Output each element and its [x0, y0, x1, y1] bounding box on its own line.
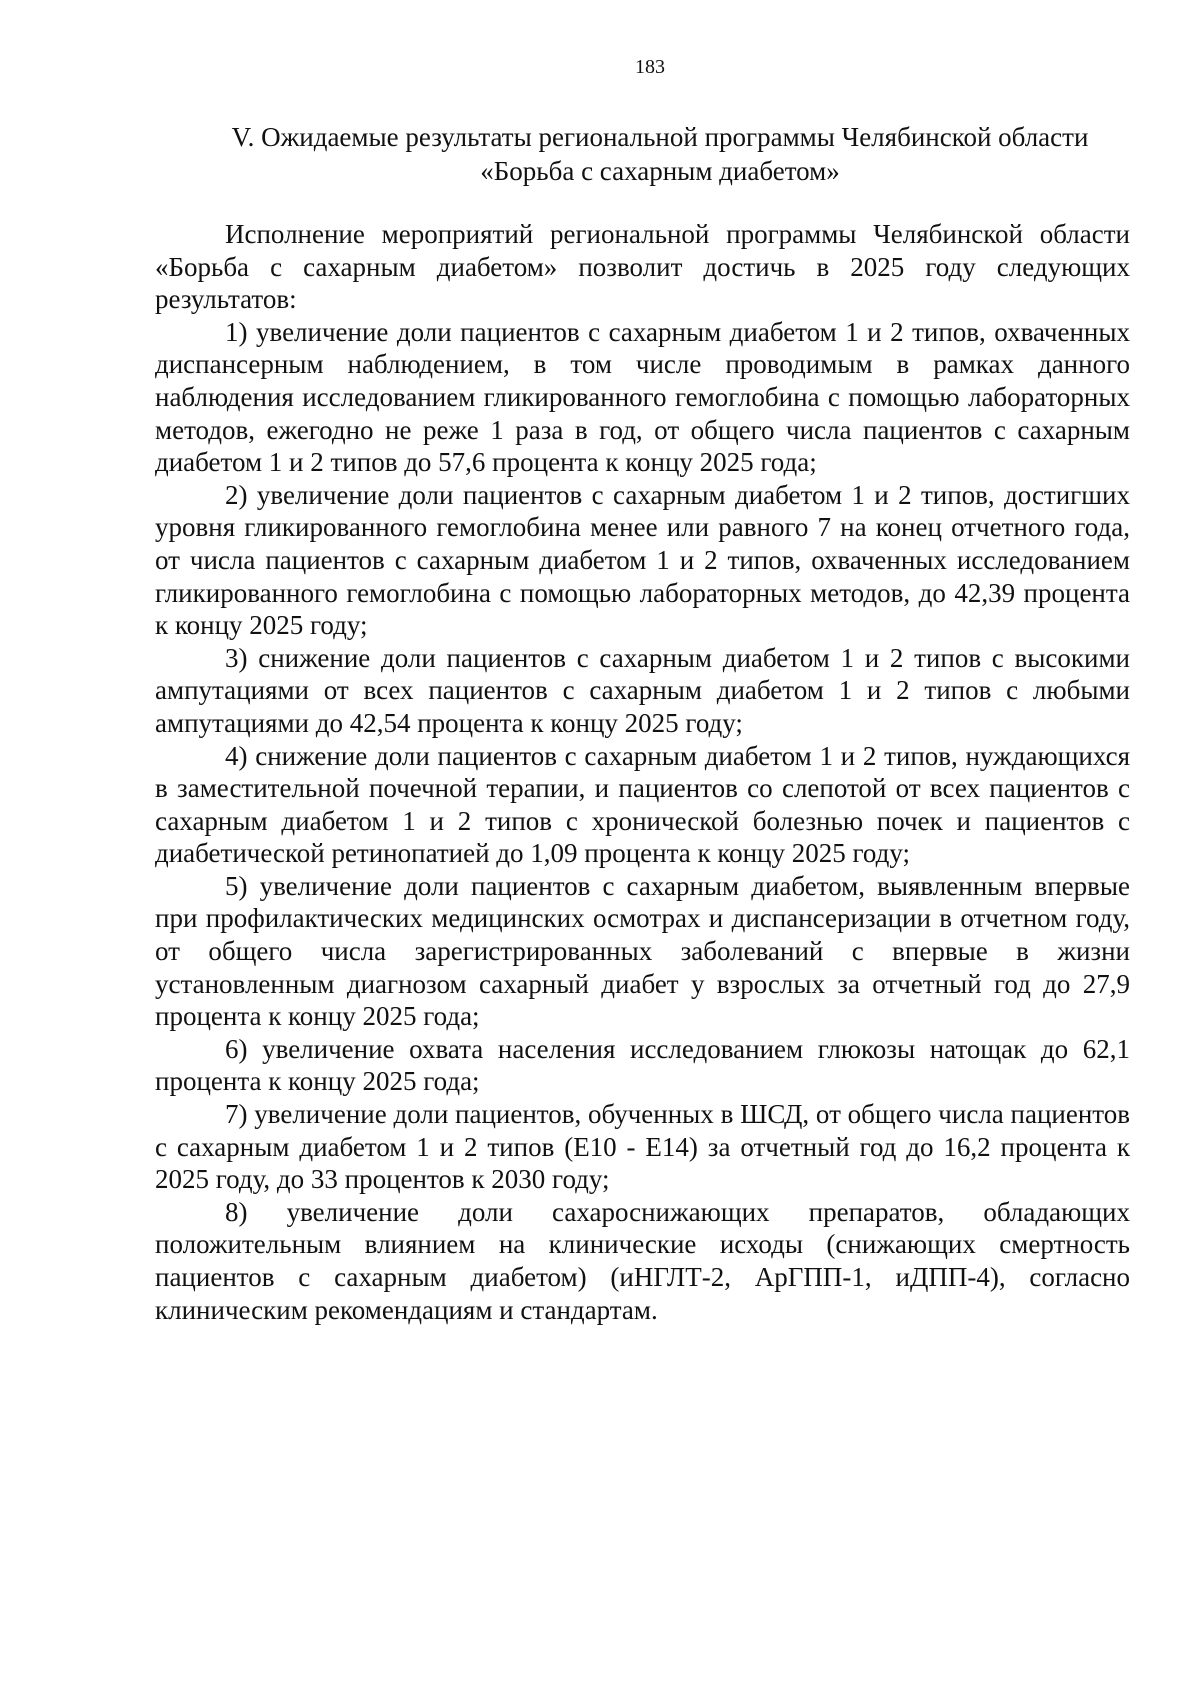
- result-item-3: 3) снижение доли пациентов с сахарным диабетом 1 и 2 типов с высокими ампутациями от всех пациентов с сахарным диабетом 1 и 2 типов с любыми ампутациями до 42,54 процента к концу 2025 году;: [155, 642, 1130, 738]
- section-heading-line-1: V. Ожидаемые результаты региональной программы Челябинской области: [231, 122, 1089, 152]
- document-body: [155, 218, 1130, 1326]
- page-number: 183: [635, 56, 665, 78]
- result-item-5: 5) увеличение доли пациентов с сахарным диабетом, выявленным впервые при профилактических медицинских осмотрах и диспансеризации в отчетном году, от общего числа зарегистрированных заболеваний с впервые в жизни установленным диагнозом сахарный диабет у взрослых за отчетный год до 27,9 процента к концу 2025 года;: [155, 870, 1130, 1032]
- section-heading-line-2: «Борьба с сахарным диабетом»: [480, 156, 840, 186]
- result-item-1: 1) увеличение доли пациентов с сахарным диабетом 1 и 2 типов, охваченных диспансерным наблюдением, в том числе проводимым в рамках данного наблюдения исследованием гликированного гемоглобина с помощью лабораторных методов, ежегодно не реже 1 раза в год, от общего числа пациентов с сахарным диабетом 1 и 2 типов до 57,6 процента к концу 2025 года;: [155, 316, 1130, 478]
- section-heading: [155, 120, 1165, 188]
- result-item-6: 6) увеличение охвата населения исследованием глюкозы натощак до 62,1 процента к концу 2025 года;: [155, 1033, 1130, 1097]
- intro-paragraph: Исполнение мероприятий региональной программы Челябинской области «Борьба с сахарным диабетом» позволит достичь в 2025 году следующих результатов:: [155, 219, 1130, 315]
- result-item-7: 7) увеличение доли пациентов, обученных в ШСД, от общего числа пациентов с сахарным диабетом 1 и 2 типов (Е10 - Е14) за отчетный год до 16,2 процента к 2025 году, до 33 процентов к 2030 году;: [155, 1099, 1130, 1195]
- result-item-4: 4) снижение доли пациентов с сахарным диабетом 1 и 2 типов, нуждающихся в заместительной почечной терапии, и пациентов со слепотой от всех пациентов с сахарным диабетом 1 и 2 типов с хронической болезнью почек и пациентов с диабетической ретинопатией до 1,09 процента к концу 2025 году;: [155, 740, 1130, 869]
- result-item-8: 8) увеличение доли сахароснижающих препаратов, обладающих положительным влиянием на клинические исходы (снижающих смертность пациентов с сахарным диабетом) (иНГЛТ-2, АрГПП-1, иДПП-4), согласно клиническим рекомендациям и стандартам.: [155, 1196, 1130, 1325]
- result-item-2: 2) увеличение доли пациентов с сахарным диабетом 1 и 2 типов, достигших уровня гликированного гемоглобина менее или равного 7 на конец отчетного года, от числа пациентов с сахарным диабетом 1 и 2 типов, охваченных исследованием гликированного гемоглобина с помощью лабораторных методов, до 42,39 процента к концу 2025 году;: [155, 479, 1130, 641]
